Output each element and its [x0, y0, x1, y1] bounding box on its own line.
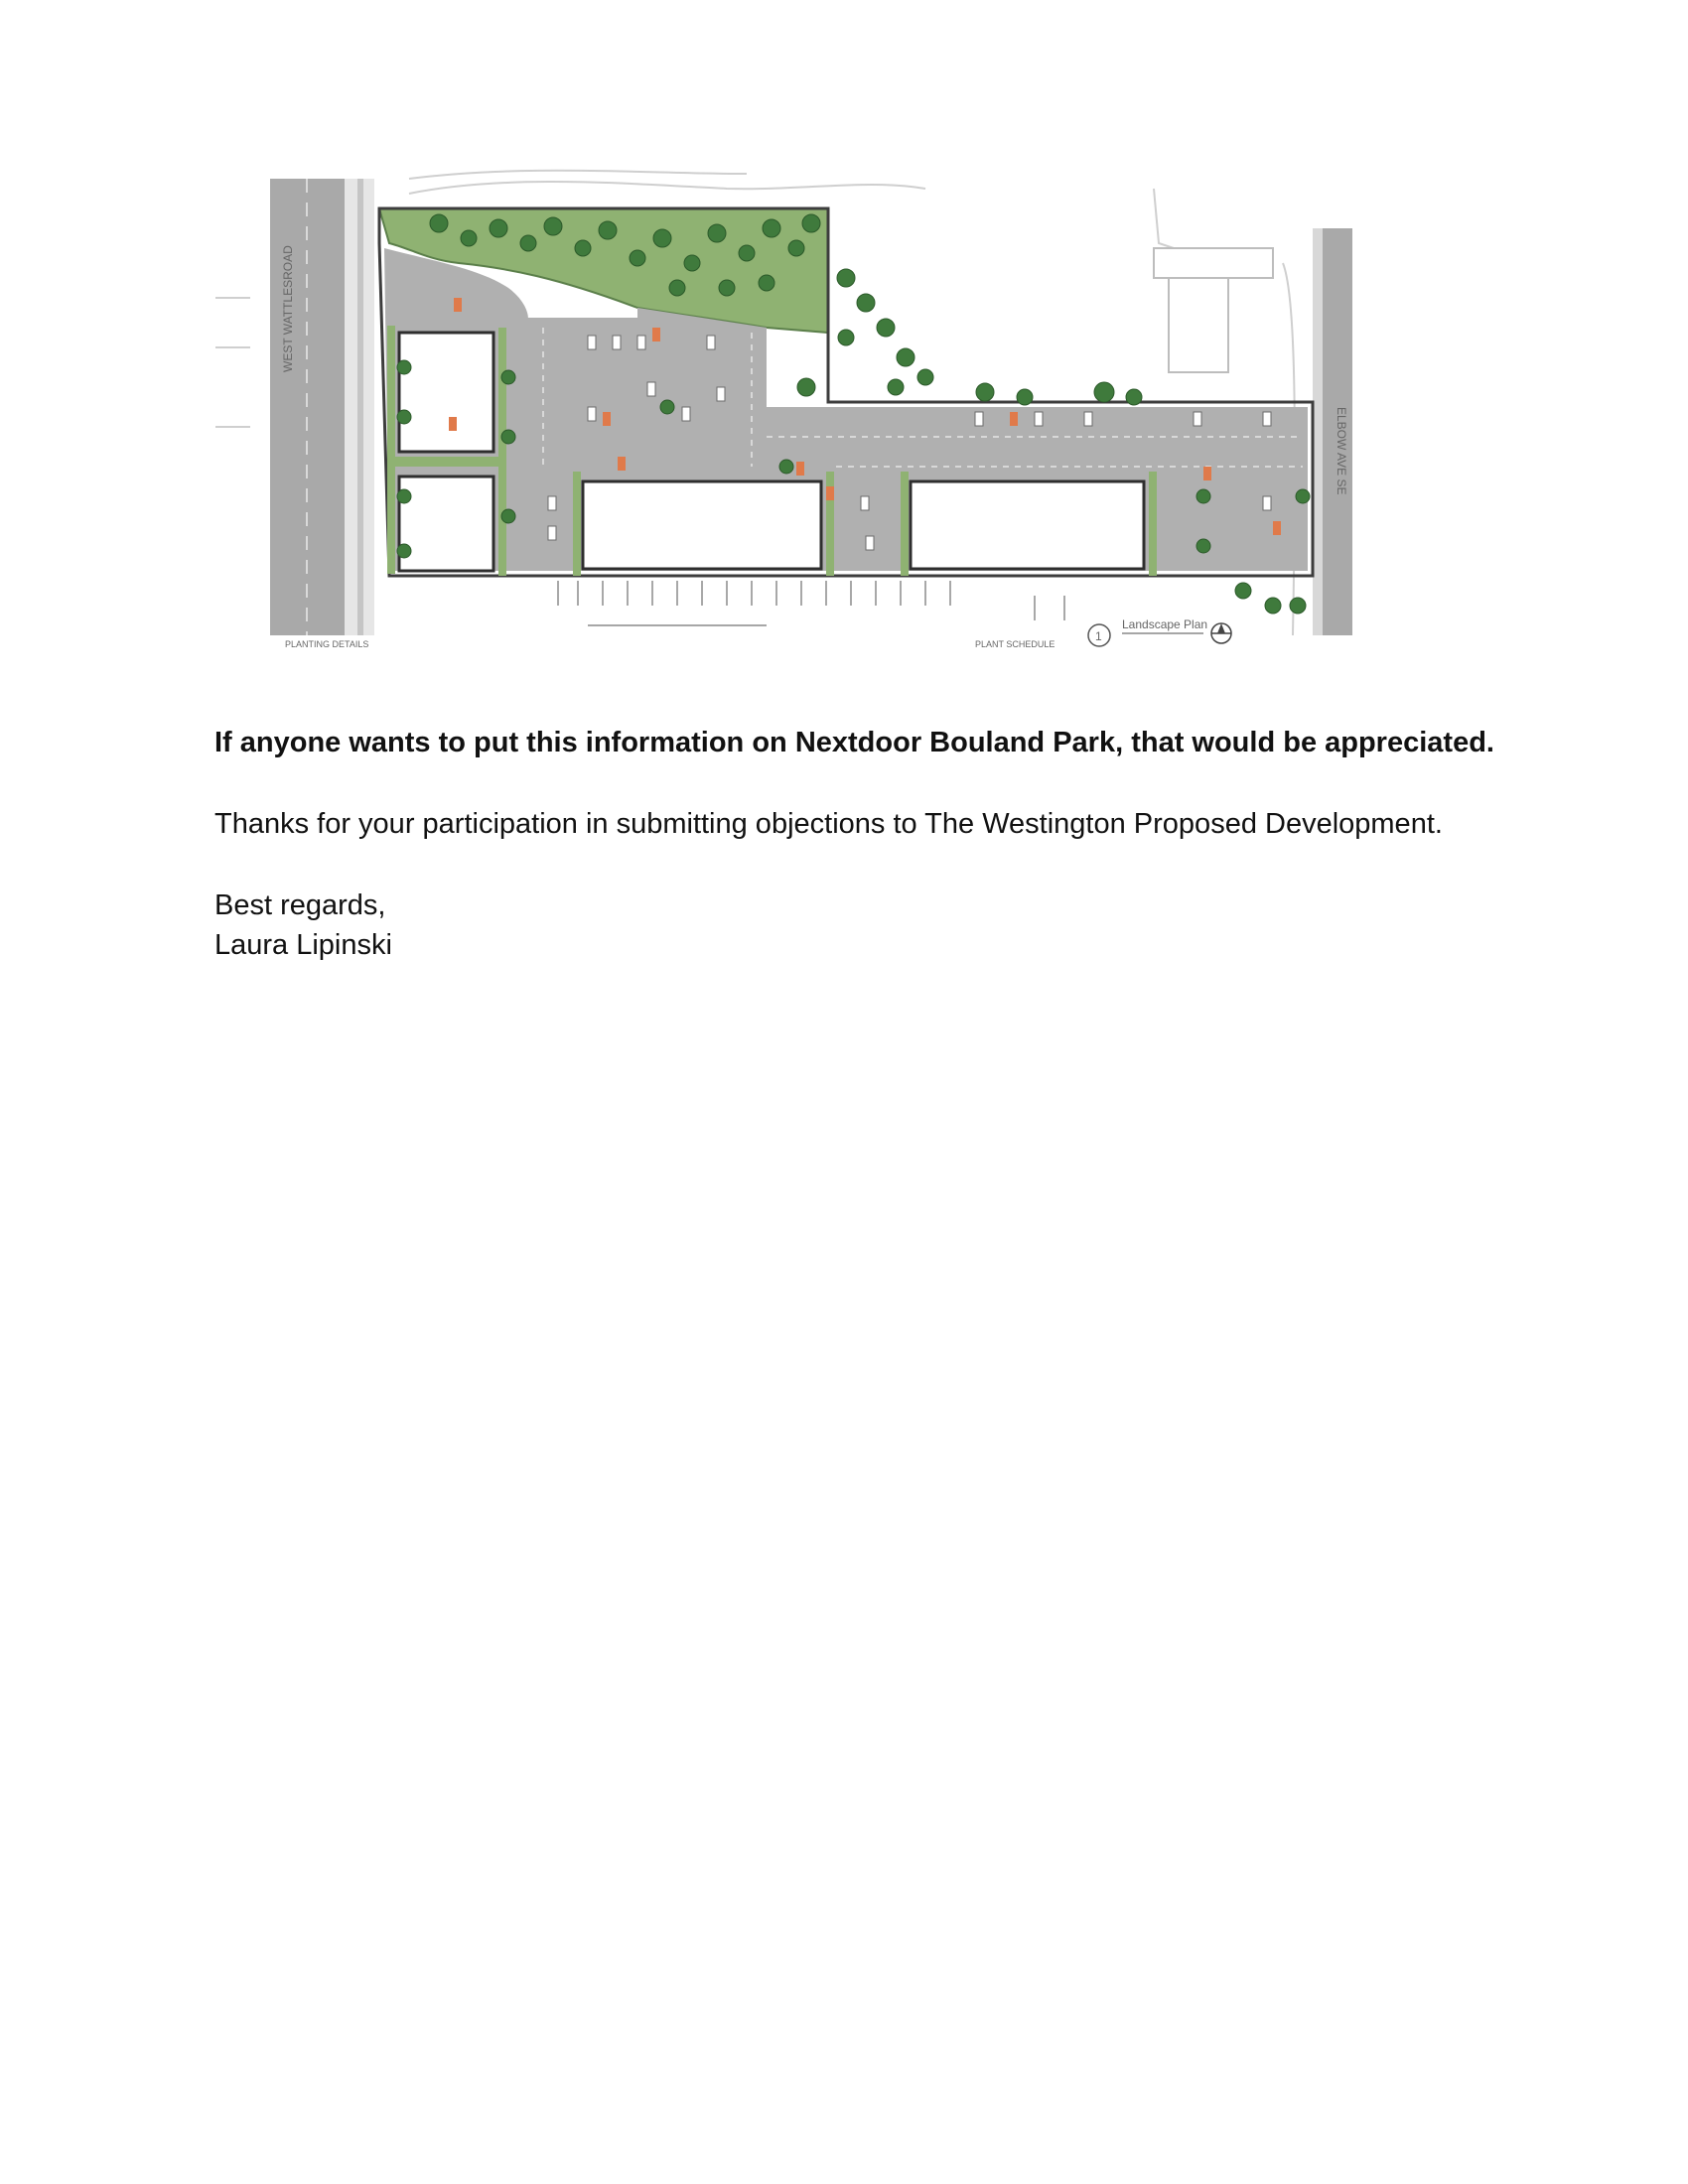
message-body — [214, 723, 1505, 965]
north-arrow-icon — [1211, 623, 1231, 643]
nextdoor-request: If anyone wants to put this information on Nextdoor Bouland Park, that would be appreciated. — [214, 727, 1494, 758]
building-b — [399, 477, 493, 571]
building-c — [583, 481, 821, 569]
closing: Best regards, — [214, 889, 386, 921]
caption-plant-schedule: PLANT SCHEDULE — [975, 639, 1055, 649]
thanks-note: Thanks for your participation in submitting objections to The Westington Proposed Development. — [214, 808, 1443, 840]
building-a — [399, 333, 493, 452]
site-plan-drawing — [211, 169, 1382, 655]
street-label-west: WEST WATTLESROAD — [281, 245, 295, 372]
adjacent-building-outline — [1169, 278, 1228, 372]
signature: Laura Lipinski — [214, 929, 392, 961]
view-number: 1 — [1095, 629, 1102, 643]
building-d — [911, 481, 1144, 569]
plant-schedule-lines — [558, 581, 1064, 625]
view-title: Landscape Plan — [1122, 617, 1208, 631]
street-label-east: ELBOW AVE SE — [1335, 407, 1348, 495]
caption-planting-details: PLANTING DETAILS — [285, 639, 369, 649]
